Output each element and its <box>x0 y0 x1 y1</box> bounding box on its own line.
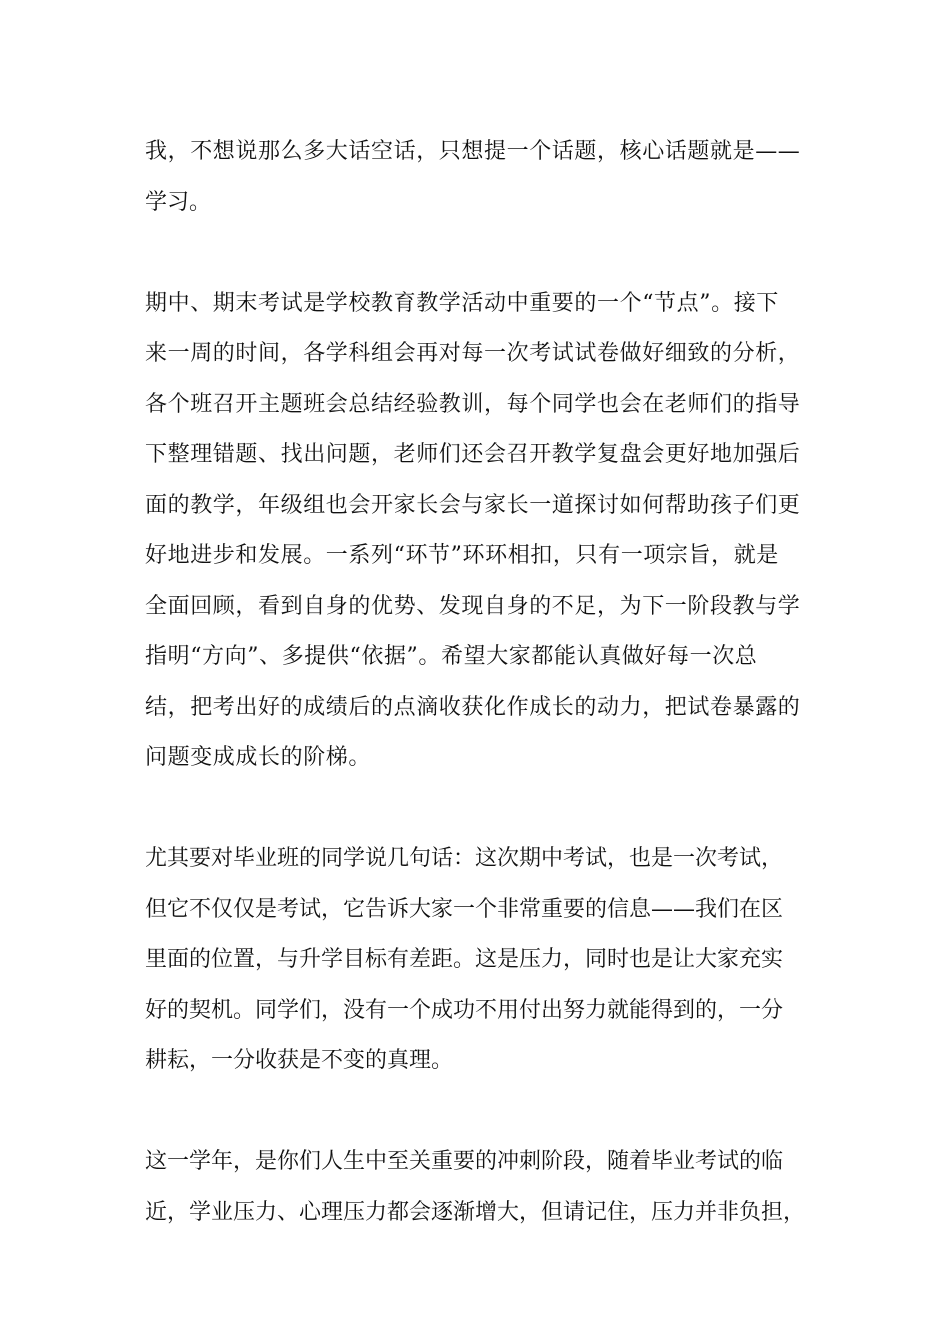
paragraph-1-line-1: 我，不想说那么多大话空话，只想提一个话题，核心话题就是—— <box>145 139 801 164</box>
paragraph-2-line-8: 指明“方向”、多提供“依据”。希望大家都能认真做好每一次总 <box>145 644 758 669</box>
paragraph-2-line-9: 结，把考出好的成绩后的点滴收获化作成长的动力，把试卷暴露的 <box>145 694 801 720</box>
paragraph-2-line-7: 全面回顾，看到自身的优势、发现自身的不足，为下一阶段教与学 <box>145 593 801 619</box>
paragraph-3-line-1: 尤其要对毕业班的同学说几句话：这次期中考试，也是一次考试， <box>145 846 784 871</box>
paragraph-4-line-1: 这一学年，是你们人生中至关重要的冲刺阶段，随着毕业考试的临 <box>145 1149 784 1174</box>
paragraph-3-line-3: 里面的位置，与升学目标有差距。这是压力，同时也是让大家充实 <box>145 947 784 972</box>
paragraph-gap <box>145 228 820 279</box>
paragraph-2-line-10: 问题变成成长的阶梯。 <box>145 745 372 770</box>
paragraph-1-line-2: 学习。 <box>145 189 212 215</box>
paragraph-3-line-4: 好的契机。同学们，没有一个成功不用付出努力就能得到的，一分 <box>145 997 784 1023</box>
paragraph-3-line-2: 但它不仅仅是考试，它告诉大家一个非常重要的信息——我们在区 <box>145 896 784 922</box>
paragraph-2-line-6: 好地进步和发展。一系列“环节”环环相扣，只有一项宗旨，就是 <box>145 543 779 568</box>
paragraph-3-line-5: 耕耘，一分收获是不变的真理。 <box>145 1048 454 1073</box>
paragraph-2-line-4: 下整理错题、找出问题，老师们还会召开教学复盘会更好地加强后 <box>145 442 801 467</box>
paragraph-2-line-1: 期中、期末考试是学校教育教学活动中重要的一个“节点”。接下 <box>145 290 779 316</box>
paragraph-gap <box>145 1087 820 1138</box>
paragraph-gap <box>145 784 820 835</box>
paragraph-2-line-5: 面的教学，年级组也会开家长会与家长一道探讨如何帮助孩子们更 <box>145 492 801 518</box>
paragraph-2-line-3: 各个班召开主题班会总结经验教训，每个同学也会在老师们的指导 <box>145 391 801 417</box>
paragraph-4-line-2: 近，学业压力、心理压力都会逐渐增大，但请记住，压力并非负担， <box>145 1199 806 1225</box>
paragraph-2-line-2: 来一周的时间，各学科组会再对每一次考试试卷做好细致的分析， <box>145 341 801 366</box>
document-body <box>145 127 820 1238</box>
